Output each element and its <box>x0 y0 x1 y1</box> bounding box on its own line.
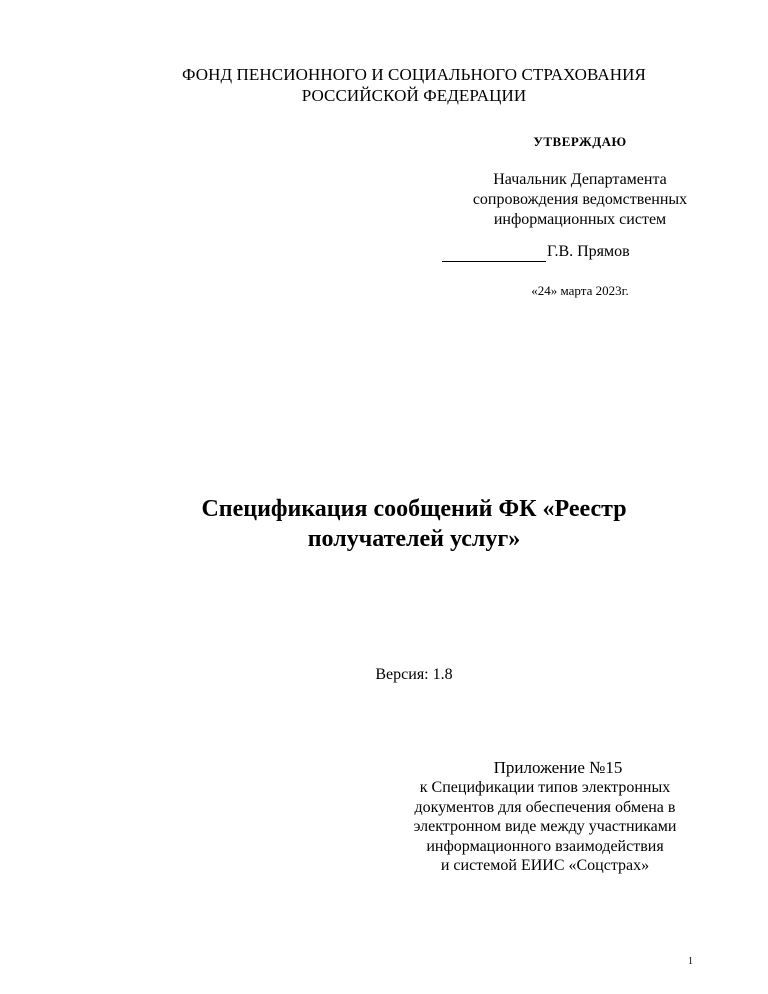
title-line-2: получателей услуг» <box>307 526 521 552</box>
organization-header <box>0 64 768 106</box>
org-name-line-2: РОССИЙСКОЙ ФЕДЕРАЦИИ <box>301 86 527 105</box>
signatory-name: Г.В. Прямов <box>547 243 630 260</box>
appendix-line-5: информационного взаимодействия <box>426 837 664 855</box>
approval-heading: УТВЕРЖДАЮ <box>533 134 627 149</box>
appendix-note <box>380 758 710 876</box>
signature-line <box>442 246 546 262</box>
document-title <box>0 494 768 554</box>
position-line-3: информационных систем <box>493 211 667 228</box>
page-number: 1 <box>688 956 693 967</box>
appendix-line-3: документов для обеспечения обмена в <box>414 798 676 816</box>
appendix-line-4: электронном виде между участниками <box>413 818 677 835</box>
org-name-line-1: ФОНД ПЕНСИОННОГО И СОЦИАЛЬНОГО СТРАХОВАНИЯ <box>182 65 646 84</box>
title-line-1: Спецификация сообщений ФК «Реестр <box>201 496 627 522</box>
appendix-line-6: и системой ЕИИС «Соцстрах» <box>440 857 650 874</box>
document-version: Версия: 1.8 <box>375 666 453 683</box>
approval-date: «24» марта 2023г. <box>531 283 629 298</box>
signature-row <box>442 242 630 262</box>
position-line-1: Начальник Департамента <box>493 171 667 188</box>
position-line-2: сопровождения ведомственных <box>472 191 688 208</box>
approver-position <box>440 170 720 230</box>
appendix-line-1: Приложение №15 <box>493 758 623 777</box>
appendix-line-2: к Спецификации типов электронных <box>419 779 671 796</box>
